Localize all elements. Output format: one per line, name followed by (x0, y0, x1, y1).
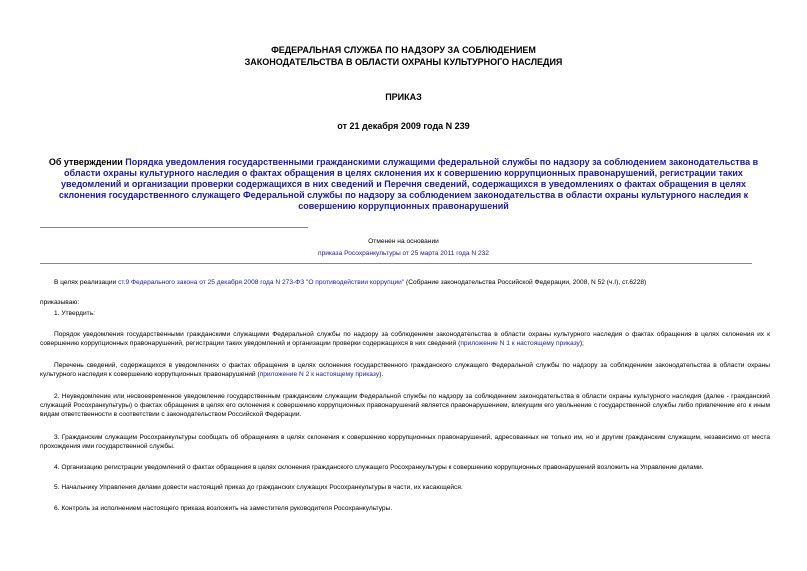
divider-bottom (40, 263, 752, 264)
list-paragraph (40, 361, 770, 379)
document-type: ПРИКАЗ (385, 92, 422, 102)
repeal-order-link[interactable]: приказа Росохранкультуры от 25 марта 2011 года N 232 (318, 250, 489, 257)
procedure-paragraph (40, 330, 770, 348)
law-link[interactable]: ст.9 Федерального закона от 25 декабря 2008 года N 273-ФЗ "О противодействии коррупции" (118, 279, 405, 286)
procedure-text: Порядок уведомления государственными гражданскими служащими Федеральной службы по надзору за соблюдением законодательства в области охраны культурного наследия о фактах обращения в целях склонения их к совершению коррупционных правонарушений, регистрации таких уведомлений и организации проверки содержащихся в них сведений ( (40, 331, 770, 347)
item-6: 6. Контроль за исполнением настоящего приказа возложить на заместителя руководителя Росохранкультуры. (54, 505, 393, 512)
intro-pre: В целях реализации (54, 279, 119, 286)
title-prefix: Об утверждении (48, 157, 126, 167)
intro-post: (Собрание законодательства Российской Федерации, 2008, N 52 (ч.I), ст.6228) (404, 279, 647, 286)
divider-top (40, 227, 308, 228)
title-link[interactable]: Порядка уведомления государственными гражданскими служащими федеральной службы по надзору за соблюдением законодательства в области охраны культурного наследия о фактах обращения в целях склонения их к совершению коррупционных правонарушений, регистрации таких уведомлений и организации проверки содержащихся в них сведений и Перечня сведений, содержащихся в уведомлениях о фактах обращения в целях склонения государственного служащего Федеральной службы по надзору за соблюдением законодательства в области охраны культурного наследия к совершению коррупционных правонарушений (58, 157, 759, 211)
intro-paragraph (40, 278, 770, 287)
status-note: Отменен на основании (368, 238, 439, 245)
item-3: 3. Гражданским служащим Росохранкультуры сообщать об обращениях в целях склонения к совершению коррупционных правонарушений, адресованных не только им, но и другим гражданским служащим, независимо от места прохождения ими государственной службы. (40, 434, 770, 450)
item-1: 1. Утвердить: (54, 310, 95, 317)
status-link-line (0, 249, 807, 258)
agency-name-line2: ЗАКОНОДАТЕЛЬСТВА В ОБЛАСТИ ОХРАНЫ КУЛЬТУРНОГО НАСЛЕДИЯ (244, 57, 563, 67)
item-4: 4. Организацию регистрации уведомлений о фактах обращения в целях склонения гражданского служащего Росохранкультуры к совершению коррупционных правонарушений возложить на Управление делами. (54, 464, 704, 471)
list-end: ). (379, 371, 384, 378)
appendix-1-link[interactable]: приложение N 1 к настоящему приказу (460, 340, 580, 347)
appendix-2-link[interactable]: приложение N 2 к настоящему приказу (259, 371, 380, 378)
item-2: 2. Неуведомление или несвоевременное уведомление государственным гражданским служащим Федеральной службы по надзору за соблюдением законодательства в области охраны культурного наследия (далее - гражданский служащий Росохранкультуры) о фактах обращения в целях его склонения к совершению коррупционных правонарушений является правонарушением, влекущим его увольнение с государственной службы либо привлечение его к иным видам ответственности в соответствии с законодательством Российской Федерации. (40, 393, 770, 418)
procedure-end: ); (579, 340, 584, 347)
agency-name-line1: ФЕДЕРАЛЬНАЯ СЛУЖБА ПО НАДЗОРУ ЗА СОБЛЮДЕНИЕМ (271, 45, 536, 55)
document-title (40, 157, 767, 212)
document-date: от 21 декабря 2009 года N 239 (337, 121, 470, 131)
orders-text: приказываю: (40, 299, 80, 306)
item-5: 5. Начальнику Управления делами довести настоящий приказ до гражданских служащих Росохранкультуры в части, их касающейся. (54, 484, 463, 491)
list-text: Перечень сведений, содержащихся в уведомлениях о фактах обращения в целях склонения государственного гражданского служащего Федеральной службы по надзору за соблюдением законодательства в области охраны культурного наследия к совершению коррупционных правонарушений ( (40, 362, 770, 378)
